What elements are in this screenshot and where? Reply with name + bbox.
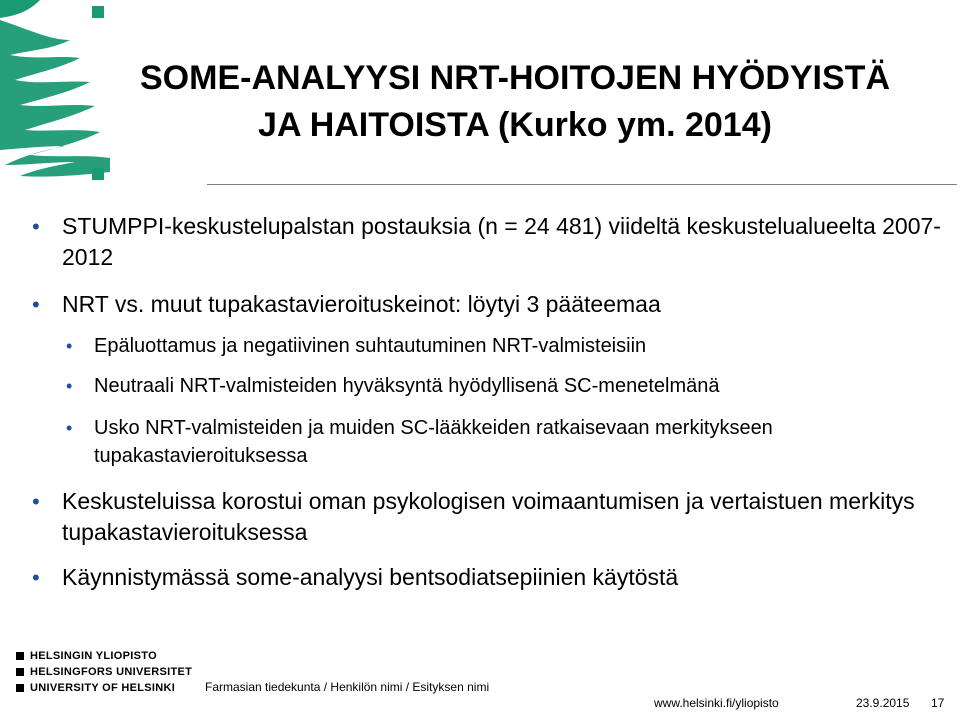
slide-title [80, 55, 950, 149]
bullet-item: • Käynnistymässä some-analyysi bentsodiatsepiinien käytöstä [32, 562, 942, 593]
bullet-item: • Keskusteluissa korostui oman psykologisen voimaantumisen ja vertaistuen merkitys tupakastavieroituksessa [32, 486, 942, 548]
title-divider [207, 184, 957, 185]
sub-bullet-item: • Neutraali NRT-valmisteiden hyväksyntä hyödyllisenä SC-menetelmänä [32, 372, 942, 400]
bullet-list [32, 205, 942, 593]
square-icon [16, 684, 24, 692]
footer-url: www.helsinki.fi/yliopisto [654, 696, 779, 710]
bullet-item: • STUMPPI-keskustelupalstan postauksia (n = 24 481) viideltä keskustelualueelta 2007-2012 [32, 211, 942, 273]
footer-page-number: 17 [931, 696, 945, 710]
sub-bullet-item: • Epäluottamus ja negatiivinen suhtautuminen NRT-valmisteisiin [32, 332, 942, 360]
title-line-1: SOME-ANALYYSI NRT-HOITOJEN HYÖDYISTÄ [140, 59, 890, 97]
university-name-fi: HELSINGIN YLIOPISTO [30, 650, 157, 662]
university-name-sv: HELSINGFORS UNIVERSITET [30, 666, 193, 678]
bullet-item: • NRT vs. muut tupakastavieroituskeinot: löytyi 3 pääteemaa [32, 289, 942, 320]
square-icon [16, 668, 24, 676]
sub-bullet-item: • Usko NRT-valmisteiden ja muiden SC-lääkkeiden ratkaisevaan merkitykseen tupakastavieroituksessa [32, 414, 942, 470]
university-logo [16, 648, 206, 696]
university-name-en: UNIVERSITY OF HELSINKI [30, 682, 176, 694]
square-icon [16, 652, 24, 660]
footer-department: Farmasian tiedekunta / Henkilön nimi / Esityksen nimi [205, 680, 490, 694]
footer-date: 23.9.2015 [856, 696, 910, 710]
title-line-2: JA HAITOISTA (Kurko ym. 2014) [258, 106, 772, 144]
